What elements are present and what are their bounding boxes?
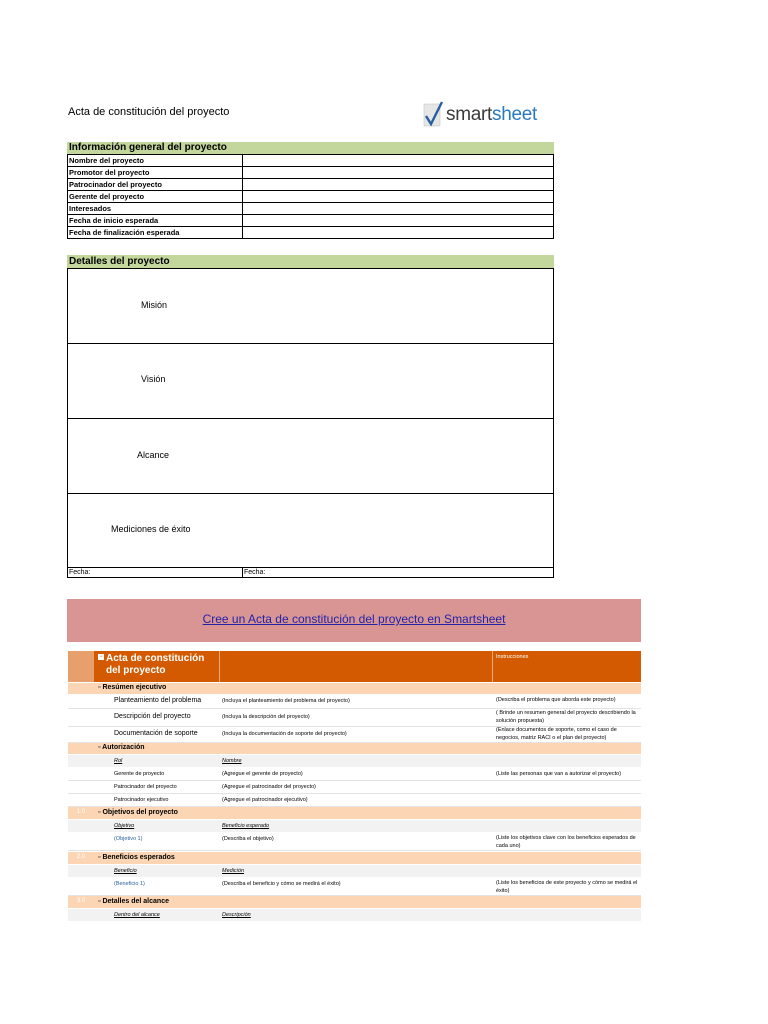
logo-text: smartsheet <box>446 104 537 125</box>
table-row[interactable]: Gerente de proyecto (Agregue el gerente de proyecto) (Liste las personas que van a autorizar el proyecto) <box>68 768 641 781</box>
info-value-field[interactable] <box>242 203 553 215</box>
table-row[interactable]: (Objetivo 1) (Describa el objetivo) (Liste los objetivos clave con los beneficios esperados de cada uno) <box>68 833 641 851</box>
checkmark-icon <box>422 100 444 130</box>
date-row <box>68 568 553 577</box>
info-label: Interesados <box>68 203 243 215</box>
section-label: Detalles del alcance <box>102 898 169 905</box>
details-box <box>67 268 554 578</box>
alcance-label: Alcance <box>137 450 170 460</box>
info-label: Nombre del proyecto <box>68 155 243 167</box>
section-label: Resúmen ejecutivo <box>102 684 167 691</box>
vision-label: Visión <box>141 374 166 384</box>
section-row: 1.0 ▫ Objetivos del proyecto <box>68 807 641 819</box>
info-value-field[interactable] <box>242 191 553 203</box>
mision-section[interactable] <box>68 269 553 344</box>
info-label: Fecha de inicio esperada <box>68 215 243 227</box>
table-row <box>68 215 554 227</box>
info-value-field[interactable] <box>242 215 553 227</box>
section-row: 3.0 ▫ Detalles del alcance <box>68 896 641 908</box>
table-row[interactable]: (Beneficio 1) (Describa el beneficio y cómo se medirá el éxito) (Liste los beneficios de este proyecto y cómo se medirá el éxito) <box>68 878 641 896</box>
mediciones-section[interactable] <box>68 494 553 568</box>
instructions-header: Instrucciones <box>496 654 529 660</box>
section-label: Objetivos del proyecto <box>102 809 178 816</box>
section-row: 2.0 ▫ Beneficios esperados <box>68 852 641 864</box>
info-value-field[interactable] <box>242 227 553 239</box>
mediciones-label: Mediciones de éxito <box>111 524 191 534</box>
table-row[interactable]: Patrocinador ejecutivo (Agregue el patrocinador ejecutivo) <box>68 794 641 807</box>
smartsheet-banner <box>67 599 641 642</box>
table-row[interactable]: Planteamiento del problema (Incluya el planteamiento del problema del proyecto) (Describa el problema que aborda este proyecto) <box>68 694 641 709</box>
table-row[interactable]: Objetivo Beneficio esperado <box>68 820 641 832</box>
section-row: ▫ Autorización <box>68 743 641 754</box>
alcance-section[interactable] <box>68 419 553 494</box>
document-title: Acta de constitución del proyecto <box>68 106 230 118</box>
info-label: Fecha de finalización esperada <box>68 227 243 239</box>
smartsheet-logo <box>422 100 547 130</box>
sheet-header <box>68 651 641 682</box>
table-row[interactable]: Beneficio Medición <box>68 865 641 877</box>
info-value-field[interactable] <box>242 179 553 191</box>
info-table <box>67 154 554 239</box>
date-label-2: Fecha: <box>244 569 266 576</box>
smartsheet-link[interactable]: Cree un Acta de constitución del proyecto en Smartsheet <box>202 612 506 626</box>
table-row[interactable]: Documentación de soporte (Incluya la documentación de soporte del proyecto) (Enlace documentos de soporte, como el caso de negocios, matriz RACI o el plan del proyecto) <box>68 726 641 743</box>
vision-section[interactable] <box>68 344 553 419</box>
info-value-field[interactable] <box>242 155 553 167</box>
info-label: Promotor del proyecto <box>68 167 243 179</box>
table-row[interactable]: Descripción del proyecto (Incluya la descripción del proyecto) ( Brinde un resumen general del proyecto describiendo la solución propuesta) <box>68 708 641 727</box>
table-row <box>68 203 554 215</box>
table-row[interactable]: Dentro del alcance Descripción <box>68 909 641 921</box>
details-heading: Detalles del proyecto <box>67 255 554 268</box>
smartsheet-preview <box>68 645 641 924</box>
sheet-title: Acta de constitución del proyecto <box>106 653 205 676</box>
info-label: Patrocinador del proyecto <box>68 179 243 191</box>
table-row <box>68 227 554 239</box>
mision-label: Misión <box>141 300 168 310</box>
table-row[interactable]: Patrocinador del proyecto (Agregue el patrocinador del proyecto) <box>68 781 641 794</box>
info-label: Gerente del proyecto <box>68 191 243 203</box>
table-row <box>68 155 554 167</box>
table-row <box>68 179 554 191</box>
date-label-1: Fecha: <box>69 569 91 576</box>
collapse-icon[interactable]: − <box>99 654 103 660</box>
info-heading: Información general del proyecto <box>67 142 554 154</box>
table-row[interactable]: Rol Nombre <box>68 755 641 767</box>
section-row: ▫ Resúmen ejecutivo <box>68 683 641 694</box>
info-value-field[interactable] <box>242 167 553 179</box>
table-row <box>68 191 554 203</box>
table-row <box>68 167 554 179</box>
section-label: Autorización <box>102 744 145 751</box>
section-label: Beneficios esperados <box>102 854 175 861</box>
